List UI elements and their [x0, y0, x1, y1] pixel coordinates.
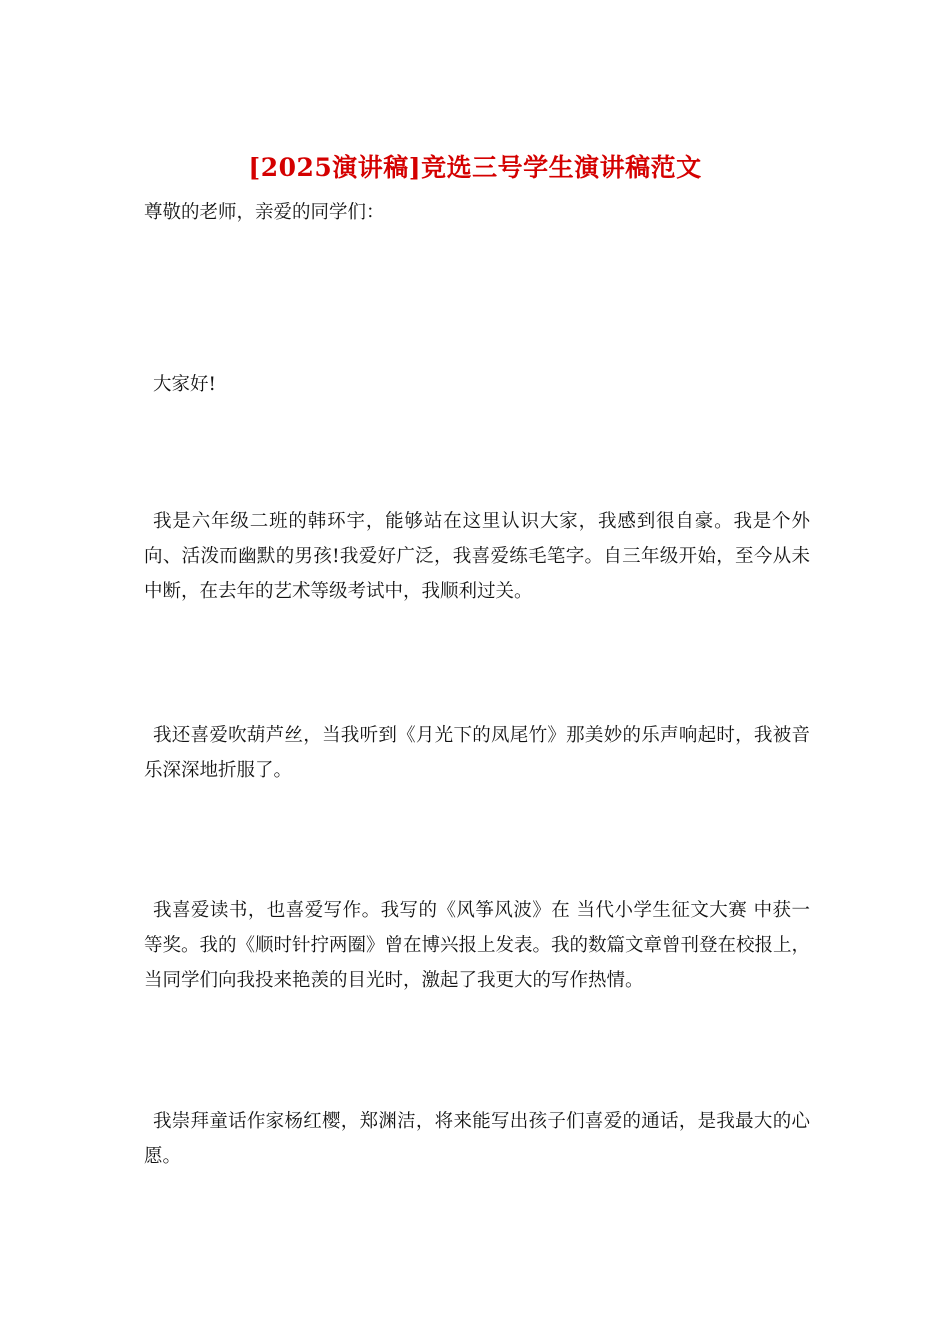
- salutation-text: 尊敬的老师，亲爱的同学们：: [144, 202, 385, 223]
- greeting-text: 大家好!: [153, 374, 216, 395]
- document-title: [2025演讲稿]竞选三号学生演讲稿范文: [248, 153, 702, 182]
- paragraph-hobbies: 我是六年级二班的韩环宇，能够站在这里认识大家，我感到很自豪。我是个外向、活泼而幽默的男孩!我爱好广泛，我喜爱练毛笔字。自三年级开始，至今从未中断，在去年的艺术等级考试中，我顺利过关。: [144, 511, 810, 602]
- paragraph-music: 我还喜爱吹葫芦丝，当我听到《月光下的凤尾竹》那美妙的乐声响起时，我被音乐深深地折服了。: [144, 725, 810, 781]
- paragraph-writing: 我喜爱读书，也喜爱写作。我写的《风筝风波》在 当代小学生征文大赛 中获一等奖。我的《顺时针拧两圈》曾在博兴报上发表。我的数篇文章曾刊登在校报上，当同学们向我投来艳羡的目光时，激起了我更大的写作热情。: [144, 900, 811, 991]
- paragraph-aspiration: 我崇拜童话作家杨红樱，郑渊洁，将来能写出孩子们喜爱的通话，是我最大的心愿。: [144, 1111, 810, 1167]
